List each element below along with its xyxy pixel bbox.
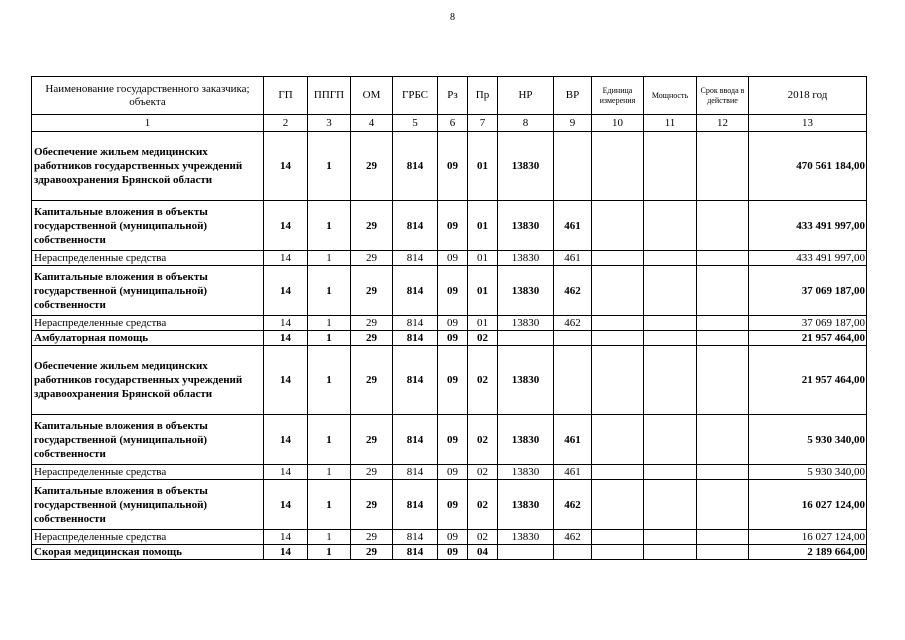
cell-unit [592,266,644,316]
cell-power [644,132,697,201]
column-number: 6 [438,115,468,132]
cell-amount: 433 491 997,00 [749,201,867,251]
cell-name: Капитальные вложения в объекты государственной (муниципальной) собственности [32,480,264,530]
column-number: 11 [644,115,697,132]
column-number: 7 [468,115,498,132]
cell-om: 29 [351,316,393,331]
cell-unit [592,415,644,465]
cell-rz: 09 [438,415,468,465]
cell-nr [498,331,554,346]
cell-rz: 09 [438,346,468,415]
cell-grbs: 814 [393,316,438,331]
table-row [32,331,867,346]
cell-om: 29 [351,251,393,266]
cell-pr: 04 [468,545,498,560]
cell-power [644,316,697,331]
cell-nr: 13830 [498,316,554,331]
cell-gp: 14 [264,530,308,545]
cell-grbs: 814 [393,415,438,465]
cell-pr: 01 [468,132,498,201]
cell-grbs: 814 [393,346,438,415]
cell-ppgp: 1 [308,251,351,266]
column-number: 4 [351,115,393,132]
cell-om: 29 [351,132,393,201]
cell-rz: 09 [438,251,468,266]
cell-unit [592,201,644,251]
cell-gp: 14 [264,266,308,316]
cell-gp: 14 [264,132,308,201]
table-row [32,132,867,201]
cell-ppgp: 1 [308,331,351,346]
cell-pr: 01 [468,251,498,266]
cell-pr: 02 [468,346,498,415]
header-cell-term: Срок ввода в действие [697,77,749,115]
table-row [32,530,867,545]
table-row [32,201,867,251]
cell-unit [592,251,644,266]
cell-vr: 462 [554,530,592,545]
cell-power [644,465,697,480]
cell-term [697,545,749,560]
cell-om: 29 [351,530,393,545]
cell-power [644,415,697,465]
column-number: 8 [498,115,554,132]
cell-vr [554,346,592,415]
table-row [32,415,867,465]
cell-power [644,545,697,560]
cell-power [644,346,697,415]
header-cell-ppgp: ППГП [308,77,351,115]
cell-name: Нераспределенные средства [32,251,264,266]
cell-nr: 13830 [498,201,554,251]
column-number-row [32,115,867,132]
cell-rz: 09 [438,266,468,316]
cell-power [644,480,697,530]
cell-pr: 02 [468,465,498,480]
cell-rz: 09 [438,530,468,545]
cell-ppgp: 1 [308,316,351,331]
cell-ppgp: 1 [308,201,351,251]
cell-rz: 09 [438,132,468,201]
cell-name: Капитальные вложения в объекты государственной (муниципальной) собственности [32,266,264,316]
cell-vr: 461 [554,201,592,251]
column-number: 10 [592,115,644,132]
cell-pr: 01 [468,201,498,251]
table-row [32,346,867,415]
cell-vr [554,545,592,560]
cell-nr: 13830 [498,132,554,201]
budget-table [31,76,867,560]
header-cell-year: 2018 год [749,77,867,115]
cell-amount: 470 561 184,00 [749,132,867,201]
cell-om: 29 [351,480,393,530]
cell-amount: 5 930 340,00 [749,415,867,465]
cell-ppgp: 1 [308,465,351,480]
cell-name: Капитальные вложения в объекты государственной (муниципальной) собственности [32,201,264,251]
cell-ppgp: 1 [308,480,351,530]
cell-power [644,266,697,316]
cell-unit [592,331,644,346]
cell-power [644,251,697,266]
cell-om: 29 [351,346,393,415]
table-row [32,545,867,560]
cell-om: 29 [351,465,393,480]
cell-rz: 09 [438,201,468,251]
cell-rz: 09 [438,316,468,331]
cell-gp: 14 [264,251,308,266]
cell-term [697,415,749,465]
column-number: 13 [749,115,867,132]
cell-om: 29 [351,415,393,465]
cell-grbs: 814 [393,266,438,316]
cell-vr [554,132,592,201]
table-row [32,251,867,266]
cell-name: Обеспечение жильем медицинских работников государственных учреждений здравоохранения Брянской области [32,346,264,415]
cell-vr: 462 [554,316,592,331]
cell-amount: 37 069 187,00 [749,266,867,316]
cell-ppgp: 1 [308,266,351,316]
cell-term [697,266,749,316]
cell-amount: 16 027 124,00 [749,480,867,530]
cell-pr: 02 [468,530,498,545]
cell-om: 29 [351,331,393,346]
cell-om: 29 [351,201,393,251]
cell-name: Нераспределенные средства [32,530,264,545]
cell-amount: 16 027 124,00 [749,530,867,545]
cell-pr: 02 [468,415,498,465]
cell-term [697,346,749,415]
cell-ppgp: 1 [308,415,351,465]
cell-grbs: 814 [393,530,438,545]
cell-grbs: 814 [393,545,438,560]
cell-term [697,465,749,480]
cell-gp: 14 [264,545,308,560]
cell-amount: 2 189 664,00 [749,545,867,560]
cell-rz: 09 [438,331,468,346]
cell-gp: 14 [264,346,308,415]
column-number: 2 [264,115,308,132]
header-cell-gp: ГП [264,77,308,115]
cell-nr: 13830 [498,346,554,415]
cell-gp: 14 [264,415,308,465]
cell-ppgp: 1 [308,545,351,560]
cell-gp: 14 [264,480,308,530]
page-number: 8 [450,12,455,23]
cell-amount: 37 069 187,00 [749,316,867,331]
cell-nr: 13830 [498,530,554,545]
cell-name: Скорая медицинская помощь [32,545,264,560]
header-cell-om: ОМ [351,77,393,115]
cell-name: Обеспечение жильем медицинских работников государственных учреждений здравоохранения Брянской области [32,132,264,201]
cell-unit [592,465,644,480]
cell-amount: 433 491 997,00 [749,251,867,266]
cell-rz: 09 [438,545,468,560]
table-body [32,77,867,560]
cell-amount: 5 930 340,00 [749,465,867,480]
column-number: 9 [554,115,592,132]
cell-unit [592,132,644,201]
column-number: 3 [308,115,351,132]
cell-amount: 21 957 464,00 [749,331,867,346]
cell-om: 29 [351,266,393,316]
cell-rz: 09 [438,465,468,480]
table-row [32,316,867,331]
header-cell-rz: Рз [438,77,468,115]
cell-unit [592,480,644,530]
cell-nr: 13830 [498,266,554,316]
cell-rz: 09 [438,480,468,530]
cell-ppgp: 1 [308,530,351,545]
cell-unit [592,346,644,415]
header-cell-grbs: ГРБС [393,77,438,115]
cell-pr: 01 [468,316,498,331]
cell-term [697,331,749,346]
cell-vr [554,331,592,346]
column-number: 12 [697,115,749,132]
cell-name: Нераспределенные средства [32,465,264,480]
cell-vr: 462 [554,480,592,530]
header-cell-name: Наименование государственного заказчика; объекта [32,77,264,115]
cell-grbs: 814 [393,251,438,266]
column-number: 1 [32,115,264,132]
cell-name: Амбулаторная помощь [32,331,264,346]
cell-name: Нераспределенные средства [32,316,264,331]
cell-gp: 14 [264,465,308,480]
cell-gp: 14 [264,201,308,251]
cell-nr: 13830 [498,251,554,266]
cell-amount: 21 957 464,00 [749,346,867,415]
cell-name: Капитальные вложения в объекты государственной (муниципальной) собственности [32,415,264,465]
column-number: 5 [393,115,438,132]
cell-om: 29 [351,545,393,560]
table-row [32,465,867,480]
cell-grbs: 814 [393,331,438,346]
cell-unit [592,545,644,560]
cell-vr: 461 [554,465,592,480]
cell-grbs: 814 [393,132,438,201]
header-cell-vr: ВР [554,77,592,115]
cell-vr: 461 [554,415,592,465]
cell-power [644,201,697,251]
cell-term [697,201,749,251]
cell-term [697,316,749,331]
header-cell-unit: Единица измерения [592,77,644,115]
cell-grbs: 814 [393,201,438,251]
cell-nr: 13830 [498,465,554,480]
cell-nr [498,545,554,560]
header-cell-nr: НР [498,77,554,115]
cell-pr: 02 [468,480,498,530]
cell-term [697,480,749,530]
table-row [32,266,867,316]
cell-unit [592,316,644,331]
cell-grbs: 814 [393,480,438,530]
cell-gp: 14 [264,331,308,346]
cell-grbs: 814 [393,465,438,480]
header-row [32,77,867,115]
table-row [32,480,867,530]
cell-power [644,331,697,346]
cell-ppgp: 1 [308,132,351,201]
cell-pr: 01 [468,266,498,316]
cell-vr: 462 [554,266,592,316]
cell-unit [592,530,644,545]
cell-term [697,251,749,266]
cell-term [697,530,749,545]
cell-pr: 02 [468,331,498,346]
cell-vr: 461 [554,251,592,266]
cell-term [697,132,749,201]
cell-ppgp: 1 [308,346,351,415]
cell-power [644,530,697,545]
cell-nr: 13830 [498,415,554,465]
cell-gp: 14 [264,316,308,331]
header-cell-pr: Пр [468,77,498,115]
header-cell-power: Мощность [644,77,697,115]
cell-nr: 13830 [498,480,554,530]
